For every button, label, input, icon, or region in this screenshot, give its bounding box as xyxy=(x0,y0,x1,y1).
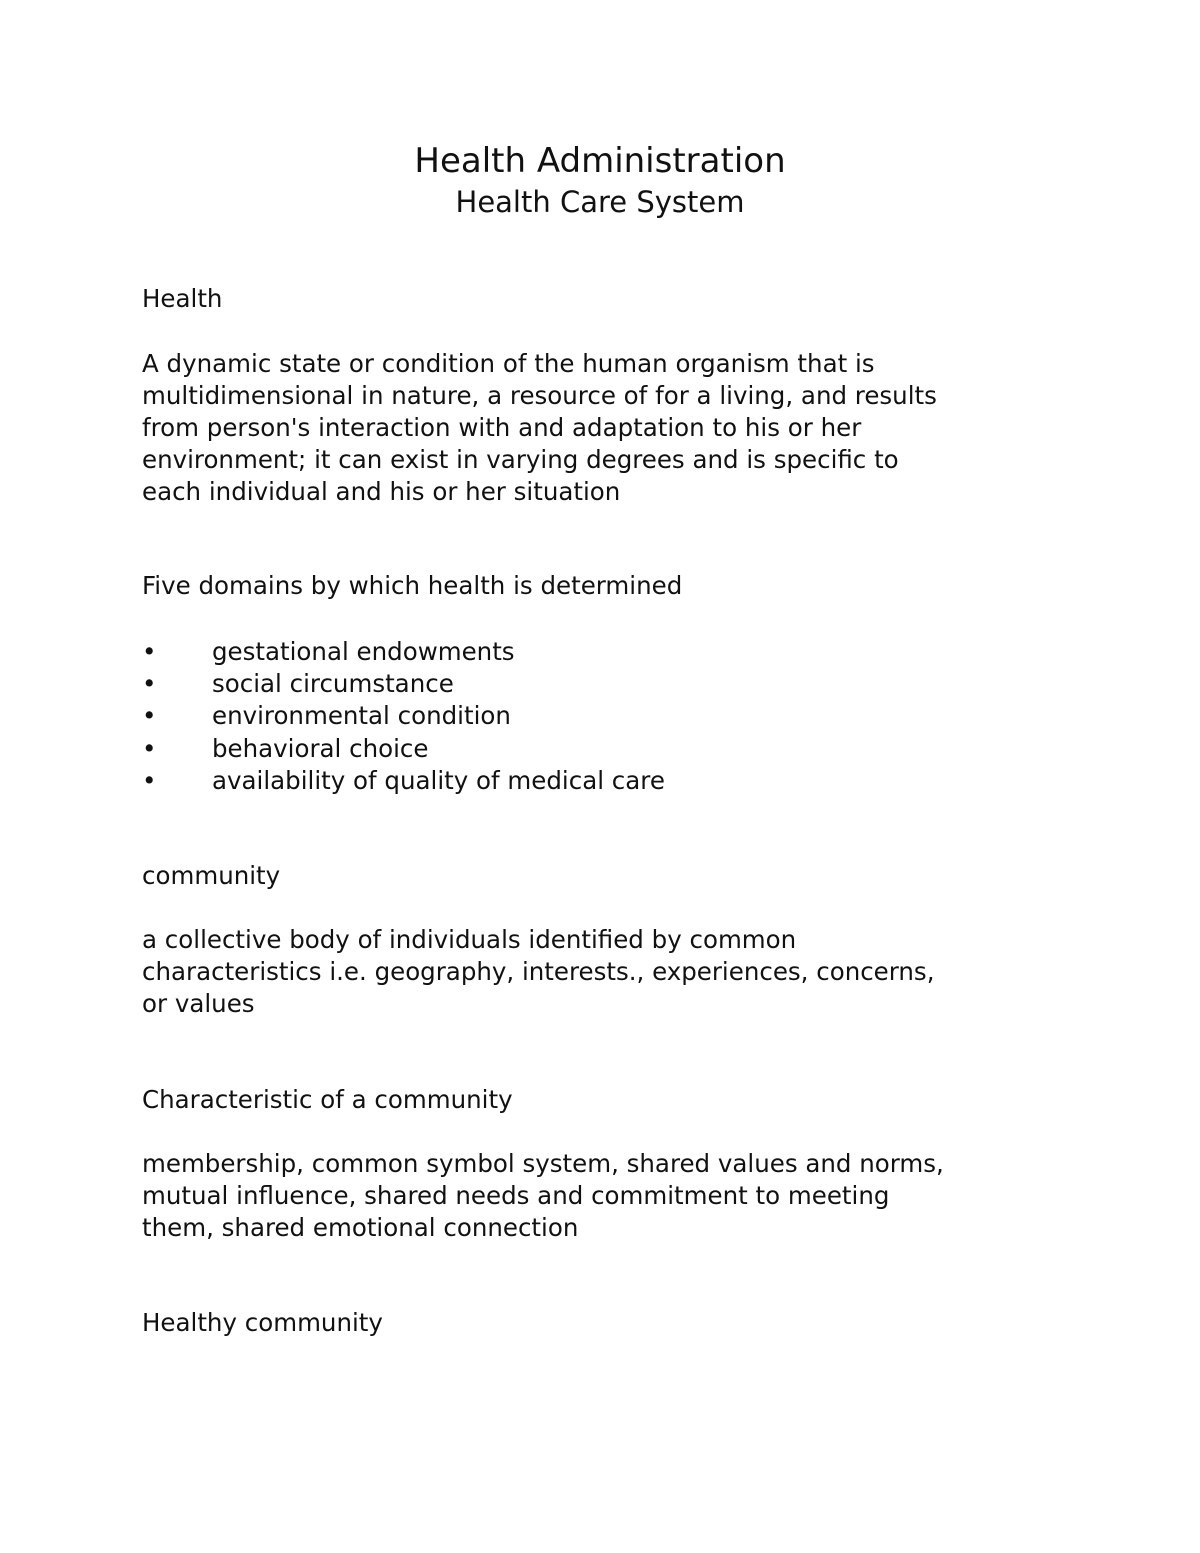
paragraph-line: or values xyxy=(142,989,255,1018)
paragraph-line: multidimensional in nature, a resource of for a living, and results xyxy=(142,381,937,410)
paragraph-line: each individual and his or her situation xyxy=(142,477,621,506)
document-subtitle: Health Care System xyxy=(455,185,745,219)
section-heading-healthy-community: Healthy community xyxy=(142,1308,383,1337)
list-item xyxy=(142,668,1062,700)
list-item-text: social circumstance xyxy=(212,669,454,699)
document-title: Health Administration xyxy=(414,141,786,181)
list-item-text: gestational endowments xyxy=(212,637,515,666)
section-heading-characteristic: Characteristic of a community xyxy=(142,1085,513,1114)
list-item xyxy=(142,700,1062,732)
health-definition-paragraph xyxy=(142,348,1062,508)
bullet-icon: • xyxy=(142,733,157,763)
bullet-icon: • xyxy=(142,701,157,731)
list-item-text: behavioral choice xyxy=(212,733,429,763)
community-definition-paragraph xyxy=(142,924,1062,1020)
domains-bullet-list xyxy=(142,636,1062,797)
characteristic-paragraph xyxy=(142,1148,1062,1244)
section-heading-health: Health xyxy=(142,284,223,313)
paragraph-line: characteristics i.e. geography, interests., experiences, concerns, xyxy=(142,957,935,986)
list-item xyxy=(142,765,1062,797)
paragraph-line: from person's interaction with and adaptation to his or her xyxy=(142,413,862,442)
paragraph-line: membership, common symbol system, shared values and norms, xyxy=(142,1149,944,1178)
bullet-icon: • xyxy=(142,765,157,795)
paragraph-line: them, shared emotional connection xyxy=(142,1213,579,1242)
section-heading-five-domains: Five domains by which health is determined xyxy=(142,571,683,600)
paragraph-line: A dynamic state or condition of the human organism that is xyxy=(142,349,875,378)
bullet-icon: • xyxy=(142,637,157,666)
bullet-icon: • xyxy=(142,669,157,699)
list-item-text: availability of quality of medical care xyxy=(212,765,665,795)
list-item xyxy=(142,733,1062,765)
list-item xyxy=(142,636,1062,668)
list-item-text: environmental condition xyxy=(212,701,511,731)
paragraph-line: environment; it can exist in varying degrees and is specific to xyxy=(142,445,899,474)
paragraph-line: a collective body of individuals identified by common xyxy=(142,925,797,954)
paragraph-line: mutual influence, shared needs and commitment to meeting xyxy=(142,1181,890,1210)
section-heading-community: community xyxy=(142,861,281,890)
